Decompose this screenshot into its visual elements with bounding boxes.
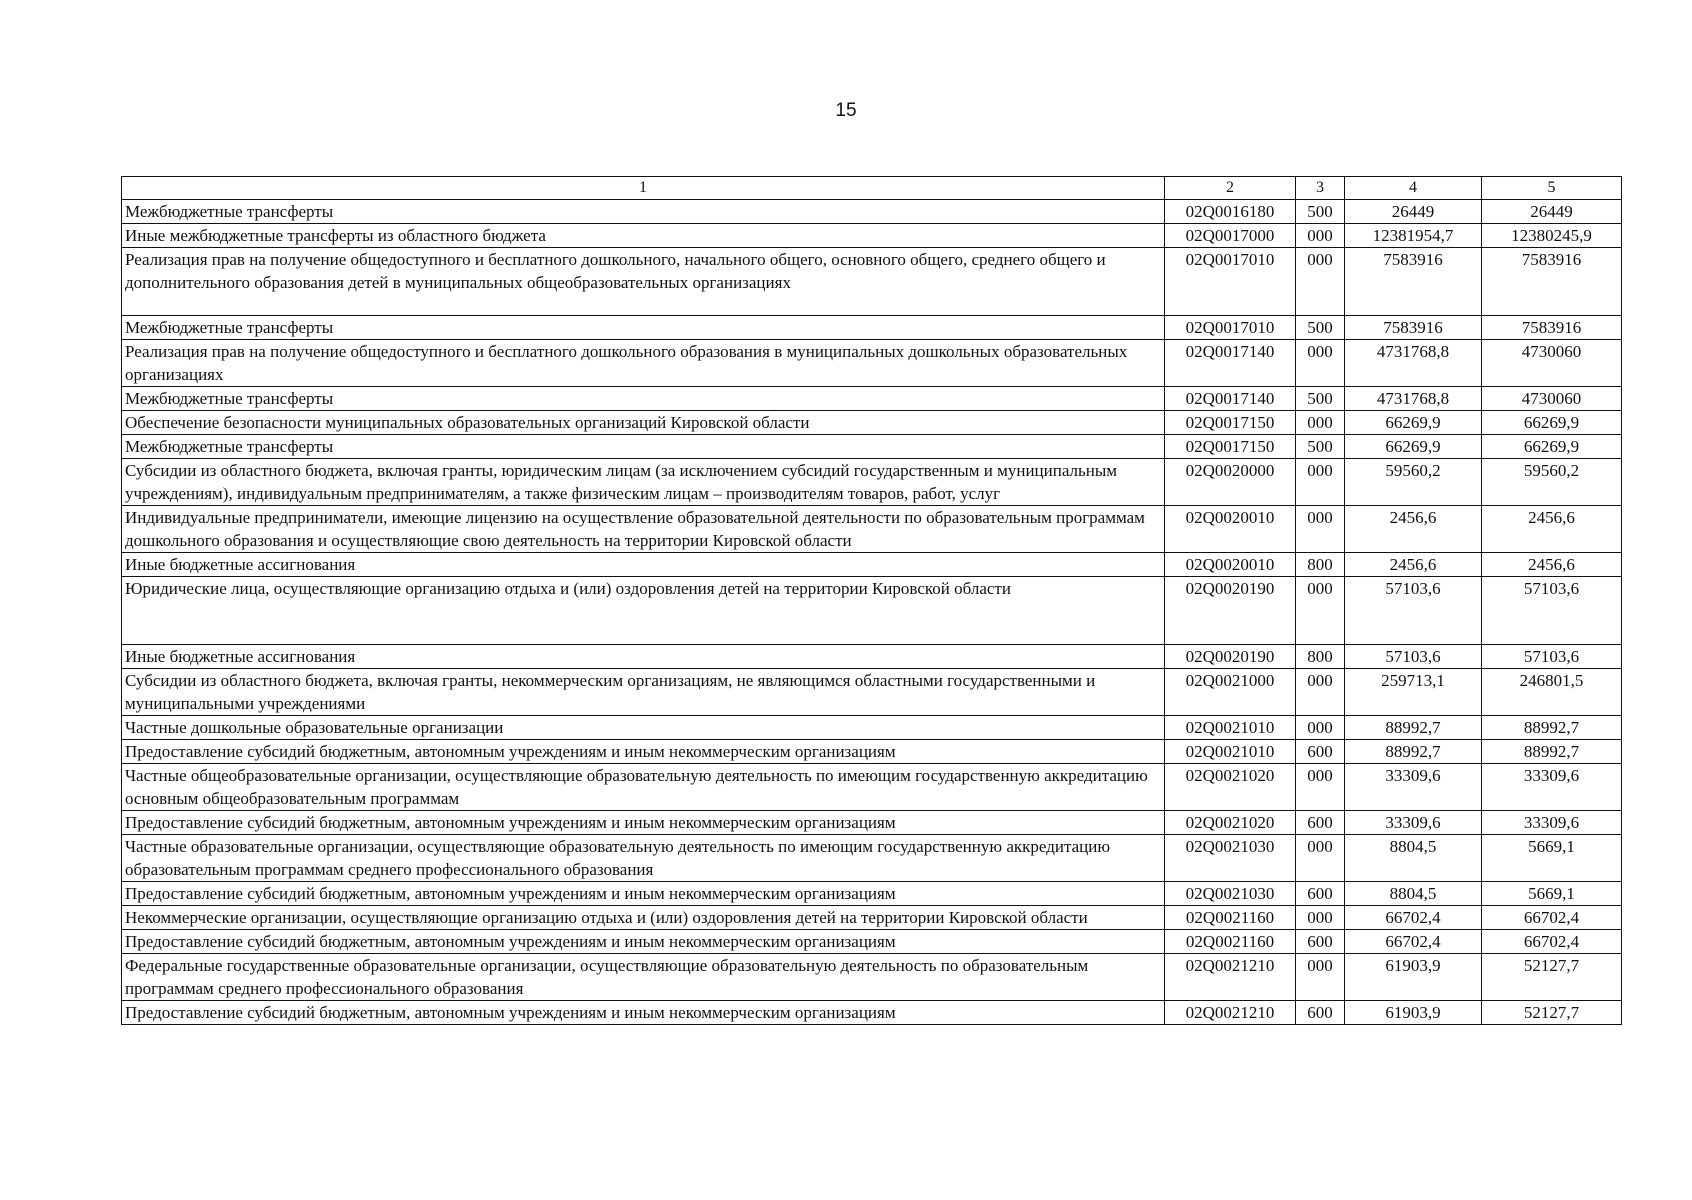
row-type-cell: 500 <box>1296 387 1345 411</box>
column-header-code: 2 <box>1165 177 1296 200</box>
row-code-cell: 02Q0021030 <box>1165 882 1296 906</box>
row-name-cell: Обеспечение безопасности муниципальных образовательных организаций Кировской области <box>122 411 1165 435</box>
row-amount-5-cell: 2456,6 <box>1482 506 1622 553</box>
row-type-cell: 000 <box>1296 340 1345 387</box>
row-name-cell: Частные дошкольные образовательные организации <box>122 716 1165 740</box>
row-name-cell: Межбюджетные трансферты <box>122 316 1165 340</box>
row-code-cell: 02Q0020010 <box>1165 506 1296 553</box>
row-amount-4-cell: 259713,1 <box>1345 669 1482 716</box>
table-row <box>122 224 1622 248</box>
row-type-cell: 500 <box>1296 435 1345 459</box>
row-amount-5-cell: 26449 <box>1482 200 1622 224</box>
row-name-cell: Частные образовательные организации, осуществляющие образовательную деятельность по имеющим государственную аккредитацию образовательным программам среднего профессионального образования <box>122 835 1165 882</box>
row-amount-5-cell: 2456,6 <box>1482 553 1622 577</box>
table-row <box>122 459 1622 506</box>
row-type-cell: 000 <box>1296 669 1345 716</box>
table-row <box>122 740 1622 764</box>
row-name-cell: Реализация прав на получение общедоступного и бесплатного дошкольного образования в муниципальных дошкольных образовательных организациях <box>122 340 1165 387</box>
row-code-cell: 02Q0020010 <box>1165 553 1296 577</box>
row-amount-5-cell: 66702,4 <box>1482 906 1622 930</box>
table-row <box>122 340 1622 387</box>
row-type-cell: 000 <box>1296 224 1345 248</box>
row-amount-4-cell: 4731768,8 <box>1345 340 1482 387</box>
row-amount-5-cell: 57103,6 <box>1482 645 1622 669</box>
row-name-cell: Предоставление субсидий бюджетным, автономным учреждениям и иным некоммерческим организациям <box>122 930 1165 954</box>
table-row <box>122 553 1622 577</box>
row-type-cell: 000 <box>1296 577 1345 645</box>
table-row <box>122 577 1622 645</box>
row-code-cell: 02Q0017010 <box>1165 316 1296 340</box>
row-name-cell: Субсидии из областного бюджета, включая гранты, некоммерческим организациям, не являющимся областными государственными и муниципальными учреждениями <box>122 669 1165 716</box>
row-amount-4-cell: 8804,5 <box>1345 882 1482 906</box>
row-amount-5-cell: 88992,7 <box>1482 716 1622 740</box>
row-type-cell: 600 <box>1296 882 1345 906</box>
row-type-cell: 000 <box>1296 764 1345 811</box>
row-name-cell: Межбюджетные трансферты <box>122 200 1165 224</box>
row-code-cell: 02Q0021010 <box>1165 740 1296 764</box>
row-amount-4-cell: 57103,6 <box>1345 645 1482 669</box>
row-name-cell: Межбюджетные трансферты <box>122 435 1165 459</box>
row-amount-4-cell: 33309,6 <box>1345 811 1482 835</box>
row-name-cell: Предоставление субсидий бюджетным, автономным учреждениям и иным некоммерческим организациям <box>122 882 1165 906</box>
row-amount-5-cell: 4730060 <box>1482 387 1622 411</box>
row-code-cell: 02Q0017140 <box>1165 387 1296 411</box>
row-name-cell: Юридические лица, осуществляющие организацию отдыха и (или) оздоровления детей на территории Кировской области <box>122 577 1165 645</box>
row-amount-5-cell: 7583916 <box>1482 316 1622 340</box>
table-row <box>122 435 1622 459</box>
row-type-cell: 600 <box>1296 740 1345 764</box>
row-code-cell: 02Q0017150 <box>1165 435 1296 459</box>
row-code-cell: 02Q0017140 <box>1165 340 1296 387</box>
table-row <box>122 316 1622 340</box>
row-type-cell: 600 <box>1296 1001 1345 1025</box>
row-amount-4-cell: 88992,7 <box>1345 740 1482 764</box>
row-amount-5-cell: 66269,9 <box>1482 411 1622 435</box>
table-row <box>122 645 1622 669</box>
row-name-cell: Предоставление субсидий бюджетным, автономным учреждениям и иным некоммерческим организациям <box>122 740 1165 764</box>
table-row <box>122 506 1622 553</box>
row-type-cell: 000 <box>1296 248 1345 316</box>
row-type-cell: 000 <box>1296 954 1345 1001</box>
row-type-cell: 600 <box>1296 811 1345 835</box>
row-amount-4-cell: 2456,6 <box>1345 553 1482 577</box>
row-type-cell: 500 <box>1296 200 1345 224</box>
row-code-cell: 02Q0017150 <box>1165 411 1296 435</box>
row-amount-5-cell: 33309,6 <box>1482 764 1622 811</box>
row-amount-4-cell: 66269,9 <box>1345 411 1482 435</box>
row-code-cell: 02Q0017000 <box>1165 224 1296 248</box>
row-name-cell: Федеральные государственные образовательные организации, осуществляющие образовательную деятельность по образовательным программам среднего профессионального образования <box>122 954 1165 1001</box>
column-header-name: 1 <box>122 177 1165 200</box>
row-amount-4-cell: 4731768,8 <box>1345 387 1482 411</box>
row-name-cell: Межбюджетные трансферты <box>122 387 1165 411</box>
row-amount-5-cell: 5669,1 <box>1482 835 1622 882</box>
column-header-amount-4: 4 <box>1345 177 1482 200</box>
row-amount-4-cell: 2456,6 <box>1345 506 1482 553</box>
row-code-cell: 02Q0021000 <box>1165 669 1296 716</box>
row-code-cell: 02Q0020190 <box>1165 577 1296 645</box>
row-type-cell: 000 <box>1296 411 1345 435</box>
table-row <box>122 200 1622 224</box>
table-row <box>122 411 1622 435</box>
row-amount-4-cell: 8804,5 <box>1345 835 1482 882</box>
row-amount-5-cell: 33309,6 <box>1482 811 1622 835</box>
table-row <box>122 1001 1622 1025</box>
row-amount-5-cell: 59560,2 <box>1482 459 1622 506</box>
row-amount-4-cell: 66269,9 <box>1345 435 1482 459</box>
row-name-cell: Реализация прав на получение общедоступного и бесплатного дошкольного, начального общего, основного общего, среднего общего и дополнительного образования детей в муниципальных общеобразовательных организациях <box>122 248 1165 316</box>
row-name-cell: Частные общеобразовательные организации, осуществляющие образовательную деятельность по имеющим государственную аккредитацию основным общеобразовательным программам <box>122 764 1165 811</box>
row-code-cell: 02Q0021210 <box>1165 954 1296 1001</box>
row-name-cell: Иные бюджетные ассигнования <box>122 553 1165 577</box>
row-name-cell: Иные межбюджетные трансферты из областного бюджета <box>122 224 1165 248</box>
table-row <box>122 764 1622 811</box>
row-amount-4-cell: 59560,2 <box>1345 459 1482 506</box>
row-type-cell: 500 <box>1296 316 1345 340</box>
row-amount-5-cell: 5669,1 <box>1482 882 1622 906</box>
row-code-cell: 02Q0016180 <box>1165 200 1296 224</box>
row-code-cell: 02Q0021020 <box>1165 764 1296 811</box>
row-code-cell: 02Q0020000 <box>1165 459 1296 506</box>
row-code-cell: 02Q0021020 <box>1165 811 1296 835</box>
budget-table <box>121 176 1622 1025</box>
row-name-cell: Предоставление субсидий бюджетным, автономным учреждениям и иным некоммерческим организациям <box>122 811 1165 835</box>
row-amount-5-cell: 246801,5 <box>1482 669 1622 716</box>
row-amount-4-cell: 33309,6 <box>1345 764 1482 811</box>
row-code-cell: 02Q0021010 <box>1165 716 1296 740</box>
row-code-cell: 02Q0021160 <box>1165 906 1296 930</box>
row-name-cell: Некоммерческие организации, осуществляющие организацию отдыха и (или) оздоровления детей на территории Кировской области <box>122 906 1165 930</box>
row-type-cell: 000 <box>1296 459 1345 506</box>
table-row <box>122 811 1622 835</box>
row-type-cell: 800 <box>1296 645 1345 669</box>
row-amount-4-cell: 7583916 <box>1345 316 1482 340</box>
row-amount-4-cell: 26449 <box>1345 200 1482 224</box>
row-amount-5-cell: 52127,7 <box>1482 954 1622 1001</box>
row-amount-5-cell: 52127,7 <box>1482 1001 1622 1025</box>
row-amount-5-cell: 12380245,9 <box>1482 224 1622 248</box>
row-name-cell: Субсидии из областного бюджета, включая гранты, юридическим лицам (за исключением субсидий государственным и муниципальным учреждениям), индивидуальным предпринимателям, а также физическим лицам – производителям товаров, работ, услуг <box>122 459 1165 506</box>
row-amount-4-cell: 57103,6 <box>1345 577 1482 645</box>
row-name-cell: Предоставление субсидий бюджетным, автономным учреждениям и иным некоммерческим организациям <box>122 1001 1165 1025</box>
table-row <box>122 716 1622 740</box>
row-amount-5-cell: 7583916 <box>1482 248 1622 316</box>
row-amount-5-cell: 57103,6 <box>1482 577 1622 645</box>
table-row <box>122 248 1622 316</box>
row-type-cell: 800 <box>1296 553 1345 577</box>
row-amount-4-cell: 7583916 <box>1345 248 1482 316</box>
row-amount-5-cell: 66702,4 <box>1482 930 1622 954</box>
row-amount-5-cell: 66269,9 <box>1482 435 1622 459</box>
row-type-cell: 600 <box>1296 930 1345 954</box>
table-header-row <box>122 177 1622 200</box>
row-amount-5-cell: 4730060 <box>1482 340 1622 387</box>
column-header-type: 3 <box>1296 177 1345 200</box>
row-type-cell: 000 <box>1296 716 1345 740</box>
row-type-cell: 000 <box>1296 906 1345 930</box>
row-code-cell: 02Q0020190 <box>1165 645 1296 669</box>
row-amount-4-cell: 61903,9 <box>1345 954 1482 1001</box>
table-row <box>122 906 1622 930</box>
row-name-cell: Иные бюджетные ассигнования <box>122 645 1165 669</box>
row-amount-4-cell: 61903,9 <box>1345 1001 1482 1025</box>
row-amount-4-cell: 66702,4 <box>1345 930 1482 954</box>
row-amount-4-cell: 66702,4 <box>1345 906 1482 930</box>
row-code-cell: 02Q0021030 <box>1165 835 1296 882</box>
row-amount-5-cell: 88992,7 <box>1482 740 1622 764</box>
row-amount-4-cell: 88992,7 <box>1345 716 1482 740</box>
table-row <box>122 387 1622 411</box>
table-row <box>122 835 1622 882</box>
table-body <box>122 200 1622 1025</box>
table-row <box>122 669 1622 716</box>
row-code-cell: 02Q0021160 <box>1165 930 1296 954</box>
table-row <box>122 930 1622 954</box>
row-name-cell: Индивидуальные предприниматели, имеющие лицензию на осуществление образовательной деятельности по образовательным программам дошкольного образования и осуществляющие свою деятельность на территории Кировской области <box>122 506 1165 553</box>
row-type-cell: 000 <box>1296 506 1345 553</box>
row-code-cell: 02Q0021210 <box>1165 1001 1296 1025</box>
column-header-amount-5: 5 <box>1482 177 1622 200</box>
table-row <box>122 954 1622 1001</box>
page-number: 15 <box>835 100 857 121</box>
row-type-cell: 000 <box>1296 835 1345 882</box>
table-row <box>122 882 1622 906</box>
row-code-cell: 02Q0017010 <box>1165 248 1296 316</box>
row-amount-4-cell: 12381954,7 <box>1345 224 1482 248</box>
